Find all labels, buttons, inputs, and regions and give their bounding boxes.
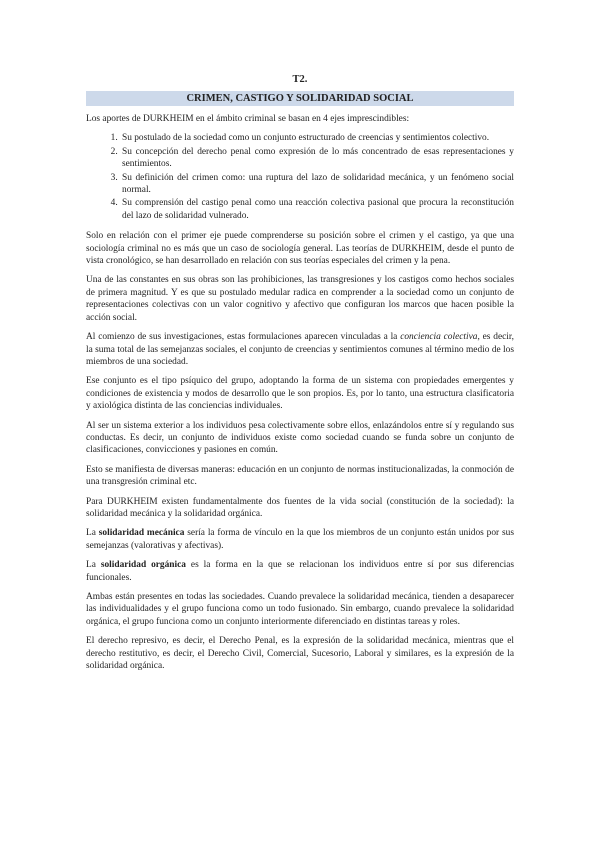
paragraph-7: Para DURKHEIM existen fundamentalmente dos fuentes de la vida social (constitución de la sociedad): la solidaridad mecánica y la solidaridad orgánica. — [86, 496, 514, 519]
paragraph-9-before: La — [86, 560, 101, 571]
list-item: 1. Su postulado de la sociedad como un conjunto estructurado de creencias y sentimientos colectivo. — [120, 132, 514, 144]
paragraph-8-before: La — [86, 528, 99, 539]
document-number: T2. — [292, 74, 308, 85]
paragraph-5: Al ser un sistema exterior a los individuos pesa colectivamente sobre ellos, enlazándolos entre sí y regulando sus conductas. Es decir, un conjunto de individuos existe como sociedad cuando se funda sobre un conjunto de clasificaciones, convicciones y pasiones en común. — [86, 420, 514, 456]
paragraph-11: El derecho represivo, es decir, el Derecho Penal, es la expresión de la solidaridad mecánica, mientras que el derecho restitutivo, es decir, el Derecho Civil, Comercial, Sucesorio, Laboral y similares, es la expresión de la solidaridad orgánica. — [86, 636, 514, 672]
paragraph-9 — [86, 559, 514, 584]
solidaridad-mecanica-term: solidaridad mecánica — [98, 528, 185, 539]
list-item: 2. Su concepción del derecho penal como expresión de lo más concentrado de esas representaciones y sentimientos. — [120, 146, 514, 171]
document-page — [86, 68, 514, 679]
axes-list — [86, 132, 514, 222]
document-heading: CRIMEN, CASTIGO Y SOLIDARIDAD SOCIAL — [86, 91, 514, 106]
paragraph-2: Una de las constantes en sus obras son las prohibiciones, las transgresiones y los castigos como hechos sociales de primera magnitud. Y es que su postulado medular radica en comprender a la sociedad como un conjunto de representaciones colectivas con un valor cognitivo y afectivo que configuran los marcos que hacen posible la acción social. — [86, 275, 514, 323]
intro-paragraph: Los aportes de DURKHEIM en el ámbito criminal se basan en 4 ejes imprescindibles: — [86, 114, 410, 124]
paragraph-1: Solo en relación con el primer eje puede comprenderse su posición sobre el crimen y el castigo, ya que una sociología criminal no es más que un caso de sociología general. Las teorías de DURKHEIM, desde el punto de vista cronológico, se han desarrollado en relación con sus teorías especiales del crimen y la pena. — [86, 231, 514, 267]
paragraph-3 — [86, 331, 514, 368]
paragraph-10: Ambas están presentes en todas las sociedades. Cuando prevalece la solidaridad mecánica, tienden a desaparecer las individualidades y el grupo funciona como un todo fusionado. Sin embargo, cuando prevalece la solidaridad orgánica, el grupo funciona como un conjunto interiormente diferenciado en distintas tareas y roles. — [86, 592, 514, 627]
paragraph-8-after: sería la forma de vínculo en la que los miembros de un conjunto están unidos por sus semejanzas (valorativas y afectivas). — [86, 528, 515, 551]
paragraph-6: Esto se manifiesta de diversas maneras: educación en un conjunto de normas institucionalizadas, la conmoción de una transgresión criminal etc. — [86, 464, 514, 488]
paragraph-3-before: Al comienzo de sus investigaciones, estas formulaciones aparecen vinculadas a la — [86, 332, 401, 343]
list-item: 3. Su definición del crimen como: una ruptura del lazo de solidaridad mecánica, y un fenómeno social normal. — [120, 172, 514, 197]
list-item: 4. Su comprensión del castigo penal como una reacción colectiva pasional que procura la reconstitución del lazo de solidaridad vulnerado. — [120, 197, 514, 222]
paragraph-9-after: es la forma en la que se relacionan los individuos entre sí por sus diferencias funcionales. — [86, 560, 515, 583]
solidaridad-organica-term: solidaridad orgánica — [100, 560, 186, 571]
paragraph-3-after: , es decir, la suma total de las semejanzas sociales, el conjunto de creencias y sentimientos comunes al término medio de los miembros de una sociedad. — [86, 332, 515, 367]
paragraph-8 — [86, 527, 514, 552]
conciencia-colectiva-term: conciencia colectiva — [400, 332, 478, 343]
paragraph-4: Ese conjunto es el tipo psíquico del grupo, adoptando la forma de un sistema con propiedades emergentes y condiciones de existencia y modos de desarrollo que le son propios. Es, por lo tanto, una estructura clasificatoria y axiológica distinta de las conciencias individuales. — [86, 376, 514, 412]
